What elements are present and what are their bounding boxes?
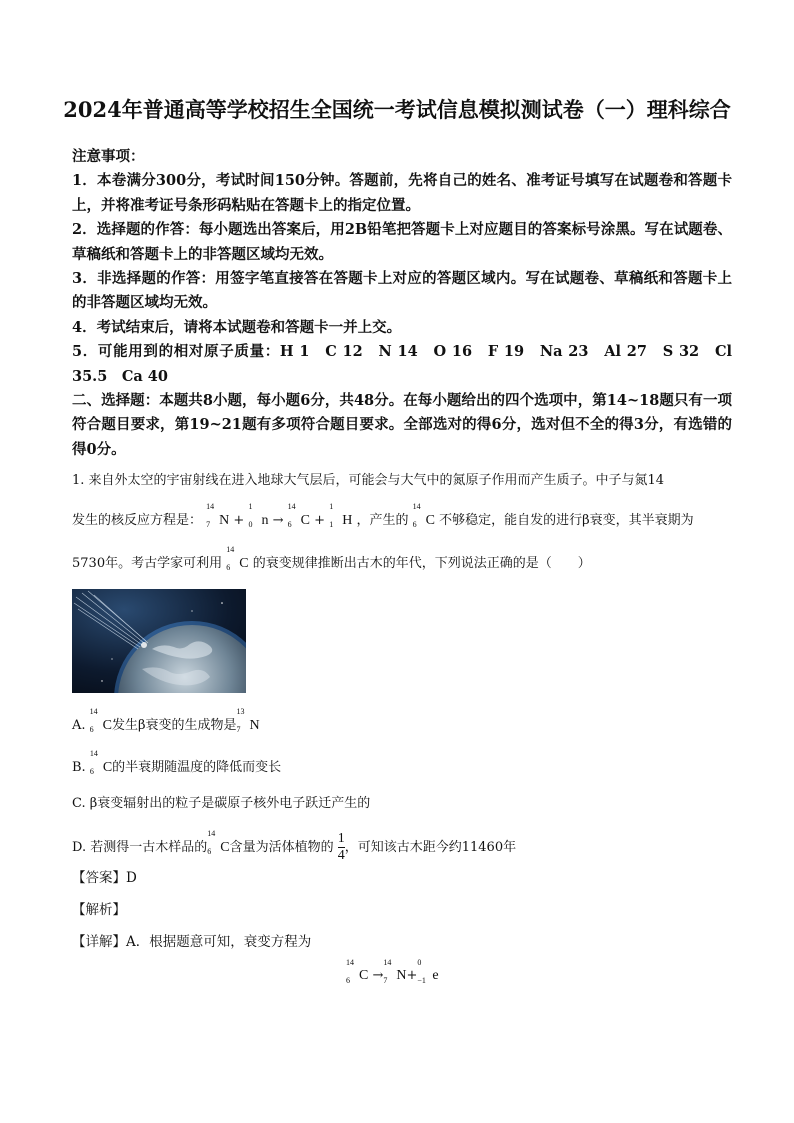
note-item: 2．选择题的作答：每小题选出答案后，用2B铅笔把答题卡上对应题目的答案标号涂黑。写在试题卷、草稿纸和答题卡上的非答题区域均无效。: [72, 221, 732, 263]
nuclide-n14: 14 7 N: [383, 958, 407, 985]
nuclide-c14: 14 6 C: [89, 707, 113, 734]
option-c: C. β衰变辐射出的粒子是碳原子核外电子跃迁产生的: [72, 796, 371, 811]
nuclide-c14: 14 6 C: [287, 502, 310, 529]
answer-line: 【答案】D: [72, 870, 137, 886]
nuclide-c14: 14 6 C: [226, 545, 249, 572]
section-heading: 二、选择题：本题共8小题，每小题6分，共48分。在每小题给出的四个选项中，第14~18题只有一项符合题目要求，第19~21题有多项符合题目要求。全部选对的得6分，选对但不全的得3分，有选错的得0分。: [72, 392, 732, 458]
detail-line: 【详解】A．根据题意可知，衰变方程为: [72, 934, 312, 950]
nuclide-c14: 14 6 C: [346, 958, 369, 985]
earth-cosmic-ray-image: [72, 589, 246, 693]
nuclide-c14: 14 6 C: [89, 749, 113, 776]
question-line-1: 1. 来自外太空的宇宙射线在进入地球大气层后，可能会与大气中的氮原子作用而产生质子。中子与氮14: [72, 473, 665, 488]
analysis-heading: 【解析】: [72, 902, 126, 918]
exam-instructions: [72, 145, 732, 462]
nuclide-n13: 13 7 N: [236, 707, 260, 734]
notes-heading: 注意事项：: [72, 148, 145, 165]
nuclide-neutron: 1 0 n: [248, 502, 269, 529]
nuclide-n14: 14 7 N: [206, 502, 230, 529]
fraction-one-quarter: $\frac{1}{4}$: [337, 831, 345, 863]
option-b: B. 14 6 C的半衰期随温度的降低而变长: [72, 749, 282, 776]
nuclide-c14: 14 6 C: [412, 502, 435, 529]
nuclide-c14: 14 6 C: [207, 829, 230, 856]
note-item: 1．本卷满分300分，考试时间150分钟。答题前，先将自己的姓名、准考证号填写在试题卷和答题卡上，并将准考证号条形码粘贴在答题卡上的指定位置。: [72, 172, 732, 214]
question-line-2: 发生的核反应方程是： 14 7 N + 1 0 n → 14 6 C + 1 1 H ，产生的 14 6 C 不够稳定，能自发的进行β衰变，其半衰期为: [72, 502, 694, 529]
note-item: 5．可能用到的相对原子质量：H 1 C 12 N 14 O 16 F 19 Na 23 Al 27 S 32 Cl 35.5 Ca 40: [72, 343, 733, 385]
note-item: 4．考试结束后，请将本试题卷和答题卡一并上交。: [72, 318, 402, 336]
nuclide-electron: 0 −1 e: [417, 958, 439, 985]
page-title: 2024年普通高等学校招生全国统一考试信息模拟测试卷（一）理科综合: [63, 97, 731, 122]
option-d: D. 若测得一古木样品的 14 6 C含量为活体植物的 $\frac{1}{4}$ ，可知该古木距今约11460年: [72, 829, 517, 863]
nuclide-proton: 1 1 H: [329, 502, 353, 529]
question-line-3: 5730年。考古学家可利用 14 6 C 的衰变规律推断出古木的年代，下列说法正确的是（ ）: [72, 545, 591, 572]
note-item: 3．非选择题的作答：用签字笔直接答在答题卡上对应的答题区域内。写在试题卷、草稿纸和答题卡上的非答题区域均无效。: [72, 270, 732, 312]
earth-icon: [72, 589, 246, 693]
decay-equation: 14 6 C → 14 7 N+ 0 −1 e: [346, 958, 439, 985]
option-a: A. 14 6 C发生β衰变的生成物是 13 7 N: [72, 707, 260, 734]
